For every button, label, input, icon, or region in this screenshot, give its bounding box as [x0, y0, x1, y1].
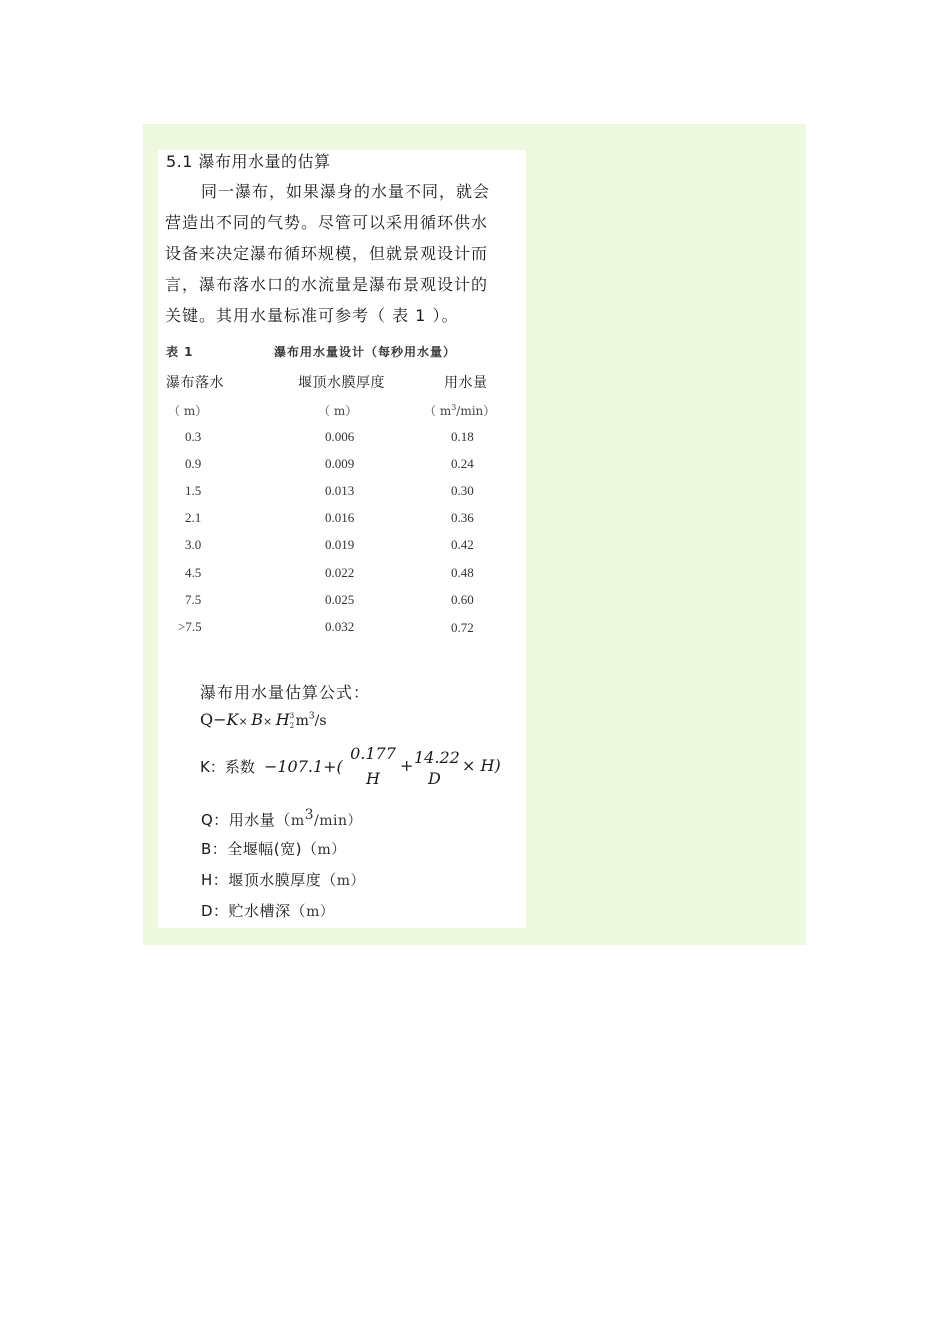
table-header-drop: 瀑布落水	[166, 375, 224, 391]
body-paragraph	[165, 176, 521, 331]
table-cell: 7.5	[185, 592, 202, 607]
table-cell: 0.006	[325, 429, 355, 444]
table-caption: 瀑布用水量设计（每秒用水量）	[274, 345, 457, 359]
table-cell: 0.3	[185, 429, 202, 444]
table-cell: 2.1	[185, 510, 202, 525]
table-cell: 0.30	[451, 483, 474, 498]
table-cell: 0.025	[325, 592, 355, 607]
paragraph-line: 同一瀑布，如果瀑身的水量不同，就会	[201, 182, 491, 201]
legend-b: B：全堰幅(宽)（m）	[201, 840, 346, 858]
table-cell: 0.42	[451, 537, 474, 552]
table-cell: 0.009	[325, 456, 355, 471]
fraction-denominator-2: D	[428, 769, 441, 788]
table-label: 表 1	[166, 345, 194, 359]
table-cell: >7.5	[178, 619, 202, 634]
paragraph-line: 言，瀑布落水口的水流量是瀑布景观设计的	[165, 275, 489, 294]
table-cell: 0.60	[451, 592, 474, 607]
table-cell: 0.36	[451, 510, 474, 525]
table-cell: 0.48	[451, 565, 474, 580]
table-cell: 4.5	[185, 565, 202, 580]
table-cell: 3.0	[185, 537, 202, 552]
table-cell: 0.013	[325, 483, 355, 498]
table-cell: 1.5	[185, 483, 202, 498]
fraction-denominator: H	[366, 769, 380, 788]
table-cell: 0.022	[325, 565, 355, 580]
legend-h: H：堰顶水膜厚度（m）	[201, 871, 366, 889]
table-cell: 0.72	[451, 620, 474, 635]
paragraph-line: 关键。其用水量标准可参考（ 表 1 ）。	[165, 306, 459, 325]
formula-tail: × H)	[462, 756, 501, 775]
table-header-thickness: 堰顶水膜厚度	[298, 375, 385, 391]
table-unit-drop: （ m）	[168, 404, 208, 418]
table-unit-flow: （ $m^3/\min$）	[424, 403, 496, 418]
formula-title: 瀑布用水量估算公式：	[200, 683, 371, 702]
paragraph-line: 设备来决定瀑布循环规模，但就景观设计而	[165, 244, 489, 263]
table-cell: 0.019	[325, 537, 355, 552]
table-cell: 0.24	[451, 456, 474, 471]
table-cell: 0.18	[451, 429, 474, 444]
formula-equation-q: Q−K× B× H 3 2 $m^3/s$	[200, 710, 327, 730]
section-title: 5.1 瀑布用水量的估算	[166, 152, 331, 171]
formula-plus: +	[400, 756, 414, 775]
table-unit-thickness: （ m）	[318, 404, 358, 418]
table-cell: 0.032	[325, 619, 355, 634]
legend-d: D：贮水槽深（m）	[201, 902, 335, 920]
formula-equation-k: K：系数 −107.1+(	[200, 757, 343, 776]
paragraph-line: 营造出不同的气势。尽管可以采用循环供水	[165, 213, 489, 232]
table-header-flow: 用水量	[444, 375, 488, 391]
fraction-numerator: 0.177	[350, 744, 396, 763]
table-cell: 0.9	[185, 456, 202, 471]
legend-q: Q：用水量$(m^3/\min)$	[201, 807, 363, 829]
table-cell: 0.016	[325, 510, 355, 525]
fraction-numerator-2: 14.22	[414, 748, 460, 767]
